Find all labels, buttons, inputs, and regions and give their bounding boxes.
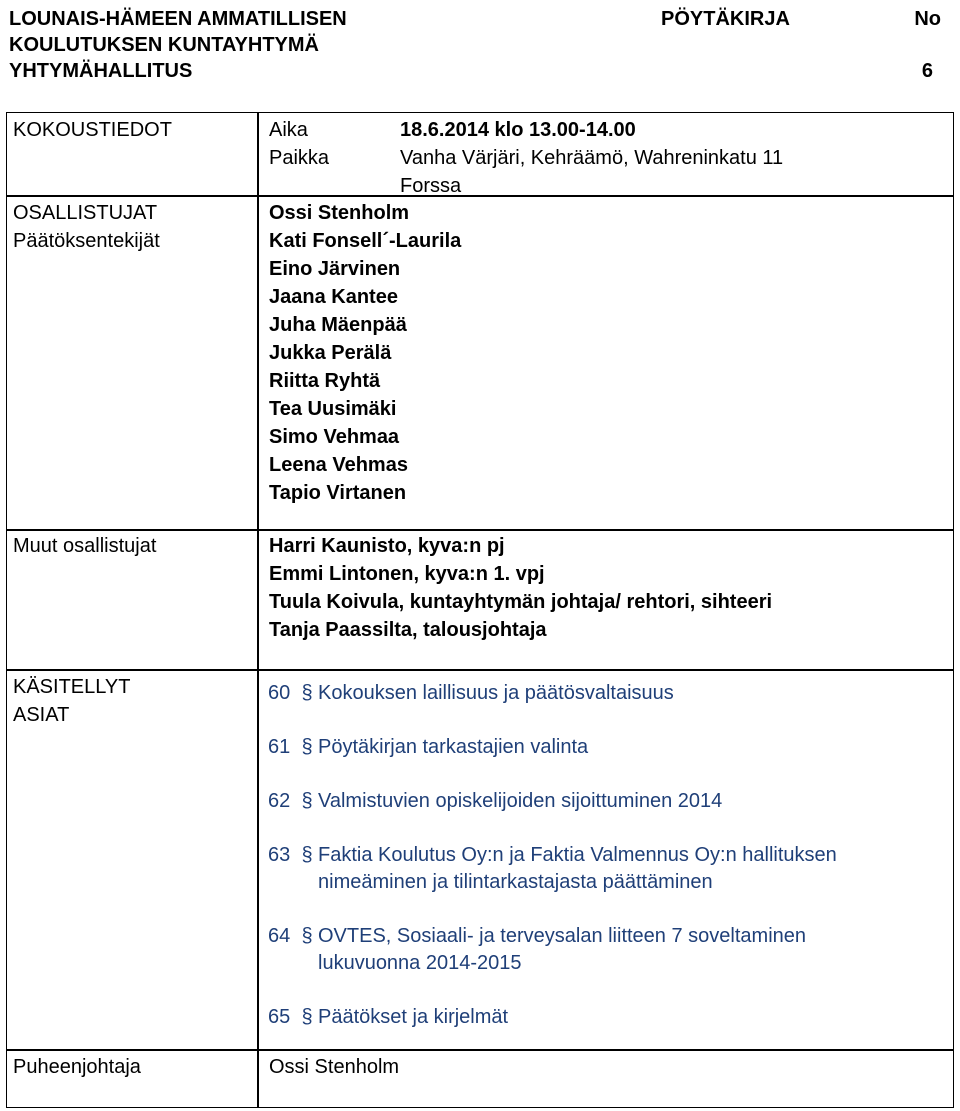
agenda-item[interactable] xyxy=(268,734,938,761)
agenda-item-title: Valmistuvien opiskelijoiden sijoittuminen 2014 xyxy=(318,790,723,812)
other-participant: Emmi Lintonen, kyva:n 1. vpj xyxy=(269,563,545,585)
agenda-item[interactable] xyxy=(268,842,938,896)
other-participants-list xyxy=(269,532,772,644)
section-sign: § xyxy=(301,736,313,758)
decision-makers-list xyxy=(269,199,461,507)
row-divider-agenda xyxy=(7,1049,953,1051)
place-label: Paikka xyxy=(269,147,330,169)
section-sign: § xyxy=(301,682,313,704)
participants-label: OSALLISTUJAT xyxy=(13,202,158,224)
row-divider-participants xyxy=(7,529,953,531)
agenda-item-number: 60 xyxy=(268,682,291,704)
decision-makers-label: Päätöksentekijät xyxy=(13,230,160,252)
agenda-item-number: 61 xyxy=(268,736,291,758)
participant-name: Tapio Virtanen xyxy=(269,482,407,504)
participant-name: Jukka Perälä xyxy=(269,342,392,364)
meeting-info-label: KOKOUSTIEDOT xyxy=(13,119,172,141)
participant-name: Leena Vehmas xyxy=(269,454,408,476)
org-line-1: LOUNAIS-HÄMEEN AMMATILLISEN xyxy=(9,8,347,30)
section-sign: § xyxy=(301,844,313,866)
participant-name: Kati Fonsell´-Laurila xyxy=(269,230,462,252)
agenda-item-title: Faktia Koulutus Oy:n ja Faktia Valmennus Oy:n hallituksen nimeäminen ja tilintarkastajasta päättäminen xyxy=(318,844,837,893)
agenda-item-number: 65 xyxy=(268,1006,291,1028)
agenda-item-title: OVTES, Sosiaali- ja terveysalan liitteen 7 soveltaminen lukuvuonna 2014-2015 xyxy=(318,925,807,974)
place-city: Forssa xyxy=(400,175,462,197)
row-divider-others xyxy=(7,669,953,671)
organization-name xyxy=(9,6,529,84)
other-participants-label: Muut osallistujat xyxy=(13,535,157,557)
document-type: PÖYTÄKIRJA xyxy=(661,8,790,30)
agenda-item-title: Pöytäkirjan tarkastajien valinta xyxy=(318,736,589,758)
chair-name: Ossi Stenholm xyxy=(269,1056,400,1078)
agenda-item-number: 64 xyxy=(268,925,291,947)
agenda-item[interactable] xyxy=(268,923,938,977)
other-participant: Harri Kaunisto, kyva:n pj xyxy=(269,535,505,557)
participant-name: Eino Järvinen xyxy=(269,258,401,280)
column-divider xyxy=(257,113,259,1107)
agenda-item-number: 62 xyxy=(268,790,291,812)
org-line-2: KOULUTUKSEN KUNTAYHTYMÄ xyxy=(9,34,319,56)
agenda-label-line-1: KÄSITELLYT xyxy=(13,676,131,698)
protocol-number: 6 xyxy=(921,60,933,82)
other-participant: Tanja Paassilta, talousjohtaja xyxy=(269,619,547,641)
number-label: No xyxy=(914,8,941,30)
participant-name: Ossi Stenholm xyxy=(269,202,410,224)
agenda-item-number: 63 xyxy=(268,844,291,866)
agenda-item[interactable] xyxy=(268,788,938,815)
row-divider-meeting xyxy=(7,195,953,197)
time-value: 18.6.2014 klo 13.00-14.00 xyxy=(400,119,636,141)
participant-name: Tea Uusimäki xyxy=(269,398,397,420)
section-sign: § xyxy=(301,1006,313,1028)
participant-name: Simo Vehmaa xyxy=(269,426,400,448)
participant-name: Jaana Kantee xyxy=(269,286,398,308)
section-sign: § xyxy=(301,925,313,947)
document-header xyxy=(9,6,953,86)
place-value: Vanha Värjäri, Kehräämö, Wahreninkatu 11 xyxy=(400,147,784,169)
time-label: Aika xyxy=(269,119,308,141)
agenda-label-line-2: ASIAT xyxy=(13,704,70,726)
participant-name: Riitta Ryhtä xyxy=(269,370,381,392)
agenda-item[interactable] xyxy=(268,1004,938,1031)
section-sign: § xyxy=(301,790,313,812)
other-participant: Tuula Koivula, kuntayhtymän johtaja/ rehtori, sihteeri xyxy=(269,591,773,613)
participant-name: Juha Mäenpää xyxy=(269,314,407,336)
agenda-item-title: Kokouksen laillisuus ja päätösvaltaisuus xyxy=(318,682,674,704)
org-line-3: YHTYMÄHALLITUS xyxy=(9,60,193,82)
chair-label: Puheenjohtaja xyxy=(13,1056,141,1078)
agenda-item[interactable] xyxy=(268,680,938,707)
agenda-item-title: Päätökset ja kirjelmät xyxy=(318,1006,509,1028)
